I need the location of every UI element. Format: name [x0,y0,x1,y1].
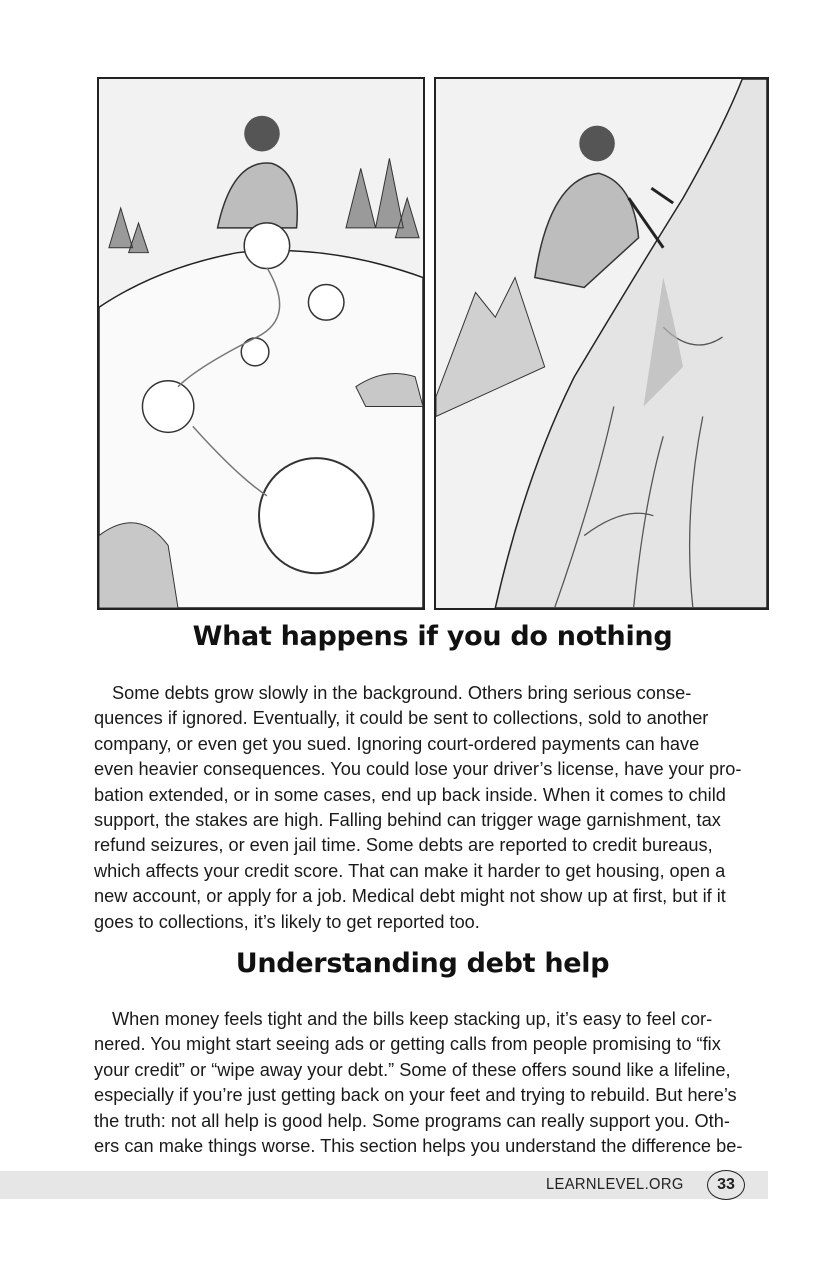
illustration-mountain-climb [434,77,769,610]
text-line: quences if ignored. Eventually, it could be sent to collections, sold to another [94,708,709,729]
paragraph-debt-help [94,1007,774,1159]
section-heading-do-nothing: What happens if you do nothing [192,621,673,652]
text-line: even heavier consequences. You could lose your driver’s license, have your pro- [94,759,742,780]
text-line: especially if you’re just getting back on your feet and trying to rebuild. But here’s [94,1085,737,1106]
text-line: company, or even get you sued. Ignoring court-ordered payments can have [94,733,700,754]
page-number-badge: 33 [707,1170,745,1200]
text-line: goes to collections, it’s likely to get reported too. [94,911,480,932]
text-line: new account, or apply for a job. Medical debt might not show up at first, but if it [94,886,726,907]
mountain-illustration-art [436,79,767,608]
section-heading-debt-help: Understanding debt help [235,948,610,979]
snowball-illustration-art [99,79,423,608]
text-line: the truth: not all help is good help. Some programs can really support you. Oth- [94,1110,730,1131]
text-line: your credit” or “wipe away your debt.” Some of these offers sound like a lifeline, [94,1059,731,1080]
text-line: nered. You might start seeing ads or getting calls from people promising to “fix [94,1034,721,1055]
text-line: refund seizures, or even jail time. Some debts are reported to credit bureaus, [94,835,713,856]
text-line: ers can make things worse. This section helps you understand the difference be- [94,1136,743,1157]
illustration-snowball [97,77,425,610]
text-line: which affects your credit score. That can make it harder to get housing, open a [94,860,726,881]
text-line: Some debts grow slowly in the background. Others bring serious conse- [112,683,692,703]
footer-site-url: LEARNLEVEL.ORG [546,1176,684,1193]
text-line: support, the stakes are high. Falling behind can trigger wage garnishment, tax [94,810,721,831]
paragraph-do-nothing [94,681,774,935]
text-line: When money feels tight and the bills keep stacking up, it’s easy to feel cor- [112,1009,713,1029]
text-line: bation extended, or in some cases, end up back inside. When it comes to child [94,784,726,805]
